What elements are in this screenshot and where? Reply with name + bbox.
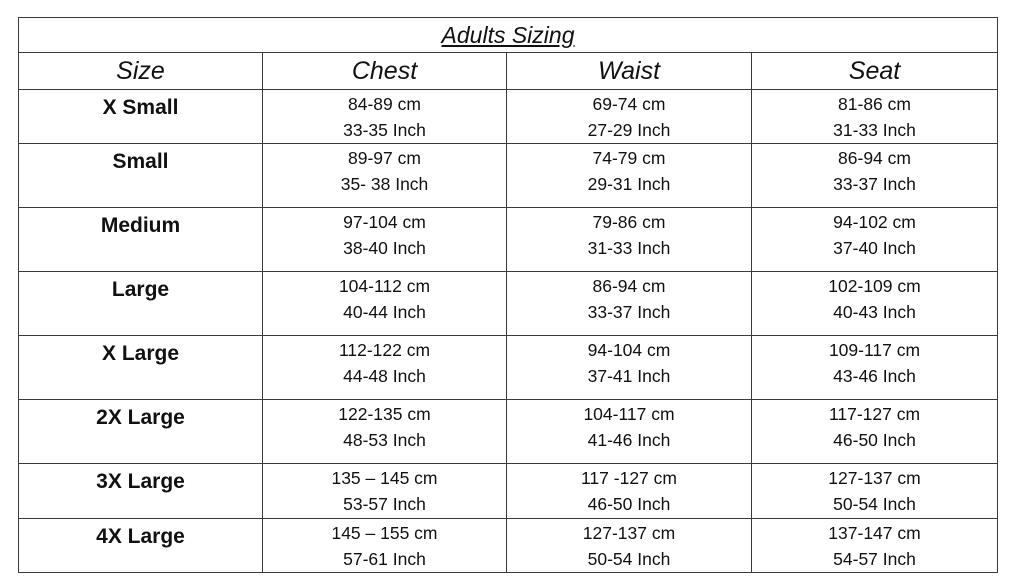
- waist-inch: 29-31 Inch: [587, 174, 671, 194]
- waist-inch: 27-29 Inch: [587, 120, 671, 140]
- chest-inch: 40-44 Inch: [343, 302, 426, 322]
- seat-cm: 127-137 cm: [828, 468, 921, 488]
- header-size: Size: [19, 53, 263, 90]
- seat-cell: [752, 400, 998, 464]
- size-label: 3X Large: [96, 470, 185, 493]
- table-row: [19, 519, 998, 573]
- chest-cell: [263, 519, 507, 573]
- seat-cell: [752, 90, 998, 144]
- sizing-table: [18, 17, 998, 573]
- size-label: X Small: [102, 96, 179, 119]
- chest-cm: 135 – 145 cm: [331, 468, 438, 488]
- waist-cm: 74-79 cm: [592, 148, 666, 168]
- seat-cell: [752, 519, 998, 573]
- waist-inch: 37-41 Inch: [587, 366, 671, 386]
- table-row: [19, 272, 998, 336]
- seat-inch: 46-50 Inch: [833, 430, 916, 450]
- chest-inch: 33-35 Inch: [343, 120, 426, 140]
- waist-inch: 50-54 Inch: [587, 549, 671, 569]
- size-label: 2X Large: [96, 406, 185, 429]
- chest-inch: 44-48 Inch: [343, 366, 426, 386]
- chest-cell: [263, 90, 507, 144]
- size-cell: [19, 144, 263, 208]
- chest-cell: [263, 272, 507, 336]
- waist-cell: [507, 90, 752, 144]
- waist-cell: [507, 272, 752, 336]
- header-waist: Waist: [507, 53, 752, 90]
- table-title: Adults Sizing: [441, 21, 575, 48]
- seat-cm: 109-117 cm: [828, 340, 921, 360]
- chest-cm: 112-122 cm: [338, 340, 431, 360]
- chest-inch: 57-61 Inch: [343, 549, 426, 569]
- seat-cm: 81-86 cm: [838, 94, 911, 114]
- seat-cm: 117-127 cm: [828, 404, 921, 424]
- waist-inch: 31-33 Inch: [587, 238, 671, 258]
- seat-inch: 31-33 Inch: [833, 120, 916, 140]
- table-row: [19, 208, 998, 272]
- sizing-chart: [18, 17, 997, 573]
- seat-cm: 137-147 cm: [828, 523, 921, 543]
- waist-inch: 46-50 Inch: [587, 494, 671, 514]
- waist-cm: 79-86 cm: [592, 212, 666, 232]
- chest-inch: 38-40 Inch: [343, 238, 426, 258]
- chest-inch: 48-53 Inch: [343, 430, 426, 450]
- seat-cell: [752, 144, 998, 208]
- waist-cm: 69-74 cm: [592, 94, 666, 114]
- table-row: [19, 336, 998, 400]
- seat-inch: 40-43 Inch: [833, 302, 916, 322]
- seat-cell: [752, 464, 998, 519]
- seat-cm: 86-94 cm: [838, 148, 911, 168]
- size-cell: [19, 208, 263, 272]
- waist-cm: 104-117 cm: [583, 404, 675, 424]
- header-seat: Seat: [752, 53, 998, 90]
- chest-cm: 122-135 cm: [338, 404, 431, 424]
- chest-cm: 84-89 cm: [348, 94, 421, 114]
- seat-cell: [752, 272, 998, 336]
- seat-inch: 33-37 Inch: [833, 174, 916, 194]
- chest-cm: 89-97 cm: [348, 148, 421, 168]
- chest-cm: 97-104 cm: [343, 212, 426, 232]
- size-cell: [19, 519, 263, 573]
- chest-cm: 104-112 cm: [338, 276, 431, 296]
- waist-cm: 127-137 cm: [582, 523, 676, 543]
- size-label: 4X Large: [96, 525, 185, 548]
- header-chest: Chest: [263, 53, 507, 90]
- table-row: [19, 144, 998, 208]
- seat-cm: 94-102 cm: [833, 212, 916, 232]
- waist-cell: [507, 336, 752, 400]
- chest-cell: [263, 464, 507, 519]
- seat-cell: [752, 208, 998, 272]
- size-label: Large: [111, 278, 170, 301]
- table-row: [19, 464, 998, 519]
- chest-inch: 35- 38 Inch: [340, 174, 429, 194]
- size-cell: [19, 90, 263, 144]
- waist-inch: 33-37 Inch: [587, 302, 671, 322]
- waist-cell: [507, 464, 752, 519]
- size-cell: [19, 272, 263, 336]
- chest-cell: [263, 144, 507, 208]
- table-row: [19, 400, 998, 464]
- seat-cell: [752, 336, 998, 400]
- waist-cm: 86-94 cm: [592, 276, 666, 296]
- size-cell: [19, 400, 263, 464]
- seat-inch: 50-54 Inch: [833, 494, 916, 514]
- waist-cm: 94-104 cm: [587, 340, 671, 360]
- seat-inch: 43-46 Inch: [833, 366, 916, 386]
- chest-cell: [263, 336, 507, 400]
- waist-inch: 41-46 Inch: [587, 430, 671, 450]
- chest-cell: [263, 400, 507, 464]
- chest-cm: 145 – 155 cm: [331, 523, 438, 543]
- table-row: [19, 90, 998, 144]
- table-title-cell: [19, 18, 998, 53]
- seat-inch: 54-57 Inch: [833, 549, 916, 569]
- waist-cm: 117 -127 cm: [581, 468, 677, 488]
- size-cell: [19, 336, 263, 400]
- size-cell: [19, 464, 263, 519]
- waist-cell: [507, 519, 752, 573]
- waist-cell: [507, 208, 752, 272]
- size-label: Medium: [100, 214, 181, 237]
- size-label: X Large: [101, 342, 180, 365]
- chest-inch: 53-57 Inch: [343, 494, 426, 514]
- title-row: [19, 18, 998, 53]
- size-label: Small: [112, 150, 169, 173]
- chest-cell: [263, 208, 507, 272]
- header-row: [19, 53, 998, 90]
- waist-cell: [507, 400, 752, 464]
- seat-inch: 37-40 Inch: [833, 238, 916, 258]
- waist-cell: [507, 144, 752, 208]
- seat-cm: 102-109 cm: [828, 276, 921, 296]
